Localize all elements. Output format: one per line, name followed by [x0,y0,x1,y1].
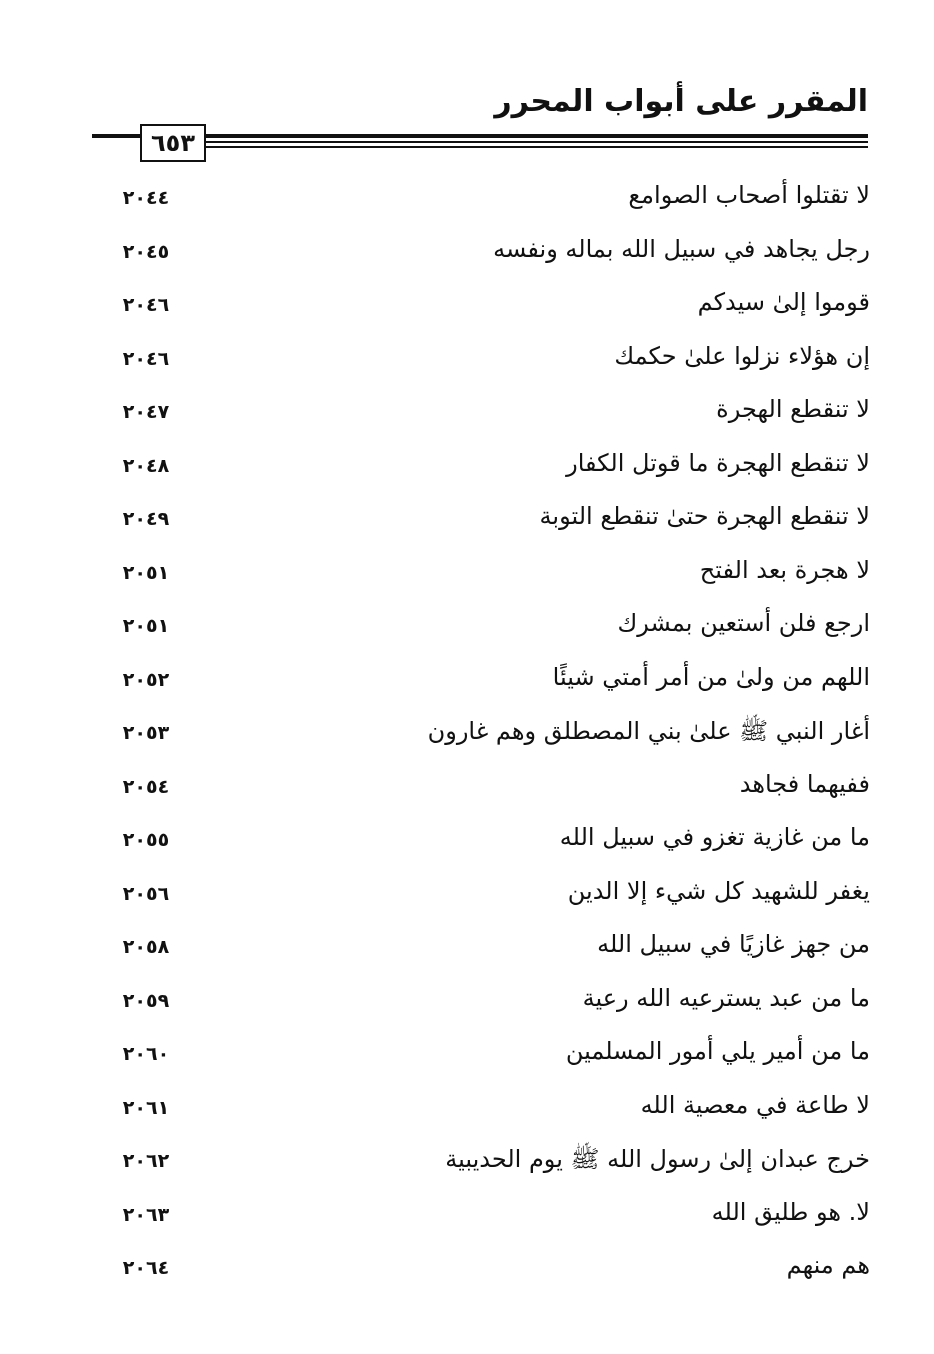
hadith-text: لا هجرة بعد الفتح [699,555,870,584]
running-title: المقرر على أبواب المحرر [494,84,868,119]
header-rule-thin-lower [206,146,868,148]
index-entry [0,175,934,229]
hadith-text: اللهم من ولىٰ من أمر أمتي شيئًا [552,662,870,691]
index-entry [0,817,934,871]
hadith-text: من جهز غازيًا في سبيل الله [597,930,870,958]
hadith-number: ٢٠٥٨ [122,936,170,958]
hadith-text: ارجع فلن أستعين بمشرك [617,609,870,637]
hadith-text: قوموا إلىٰ سيدكم [697,288,870,316]
hadith-text: خرج عبدان إلىٰ رسول الله ﷺ يوم الحديبية [445,1145,870,1173]
index-entry [0,282,934,336]
hadith-text: لا تنقطع الهجرة حتىٰ تنقطع التوبة [539,502,870,530]
hadith-number: ٢٠٥٤ [122,775,170,798]
page-number-box [140,124,206,162]
hadith-text: ما من عبد يسترعيه الله رعية [582,983,870,1012]
index-entry [0,1245,934,1299]
hadith-number: ٢٠٤٧ [122,401,170,423]
header-rule-thin [206,141,868,143]
index-entry [0,336,934,390]
hadith-number: ٢٠٥٣ [122,722,170,744]
hadith-text: ما من أمير يلي أمور المسلمين [565,1037,870,1065]
hadith-number: ٢٠٤٥ [122,240,170,263]
index-entry [0,443,934,497]
index-entry [0,710,934,764]
hadith-number: ٢٠٤٤ [122,187,170,209]
hadith-number: ٢٠٥٦ [122,882,170,905]
index-entry [0,229,934,283]
hadith-number: ٢٠٤٩ [122,508,170,530]
hadith-text: هم منهم [786,1251,870,1279]
hadith-text: ففيهما فجاهد [739,769,870,798]
index-entry [0,924,934,978]
hadith-number: ٢٠٤٦ [122,294,170,316]
index-entry [0,657,934,711]
hadith-text: لا تقتلوا أصحاب الصوامع [628,181,870,209]
hadith-number: ٢٠٥٥ [122,829,170,851]
index-entry [0,550,934,604]
index-entry [0,764,934,818]
hadith-text: رجل يجاهد في سبيل الله بماله ونفسه [493,234,870,263]
header-rule-thick [92,134,868,138]
hadith-number: ٢٠٦١ [122,1096,170,1119]
hadith-text: ما من غازية تغزو في سبيل الله [559,823,870,851]
hadith-text: لا تنقطع الهجرة ما قوتل الكفار [566,448,870,477]
hadith-number: ٢٠٥٢ [122,668,170,691]
hadith-number: ٢٠٤٨ [122,454,170,477]
index-entry [0,871,934,925]
hadith-text: لا تنقطع الهجرة [716,395,870,423]
hadith-number: ٢٠٥١ [122,561,170,584]
index-entry [0,389,934,443]
index-entry [0,978,934,1032]
hadith-text: إن هؤلاء نزلوا علىٰ حكمك [614,341,870,370]
index-entry [0,496,934,550]
hadith-text: لا. هو طليق الله [711,1197,870,1226]
index-entry [0,1031,934,1085]
hadith-number: ٢٠٦٢ [122,1150,170,1172]
index-entry [0,1192,934,1246]
hadith-number: ٢٠٦٤ [122,1257,170,1279]
index-entry [0,603,934,657]
hadith-number: ٢٠٤٦ [122,347,170,370]
hadith-text: لا طاعة في معصية الله [640,1090,870,1119]
hadith-number: ٢٠٦٠ [122,1043,170,1065]
hadith-number: ٢٠٥٩ [122,989,170,1012]
index-entry [0,1085,934,1139]
hadith-number: ٢٠٥١ [122,615,170,637]
hadith-number: ٢٠٦٣ [122,1203,170,1226]
index-entries-list [0,175,934,1299]
hadith-text: أغار النبي ﷺ علىٰ بني المصطلق وهم غارون [427,717,870,745]
page-number: ٦٥٣ [151,129,195,157]
hadith-text: يغفر للشهيد كل شيء إلا الدين [567,876,870,905]
index-entry [0,1138,934,1192]
